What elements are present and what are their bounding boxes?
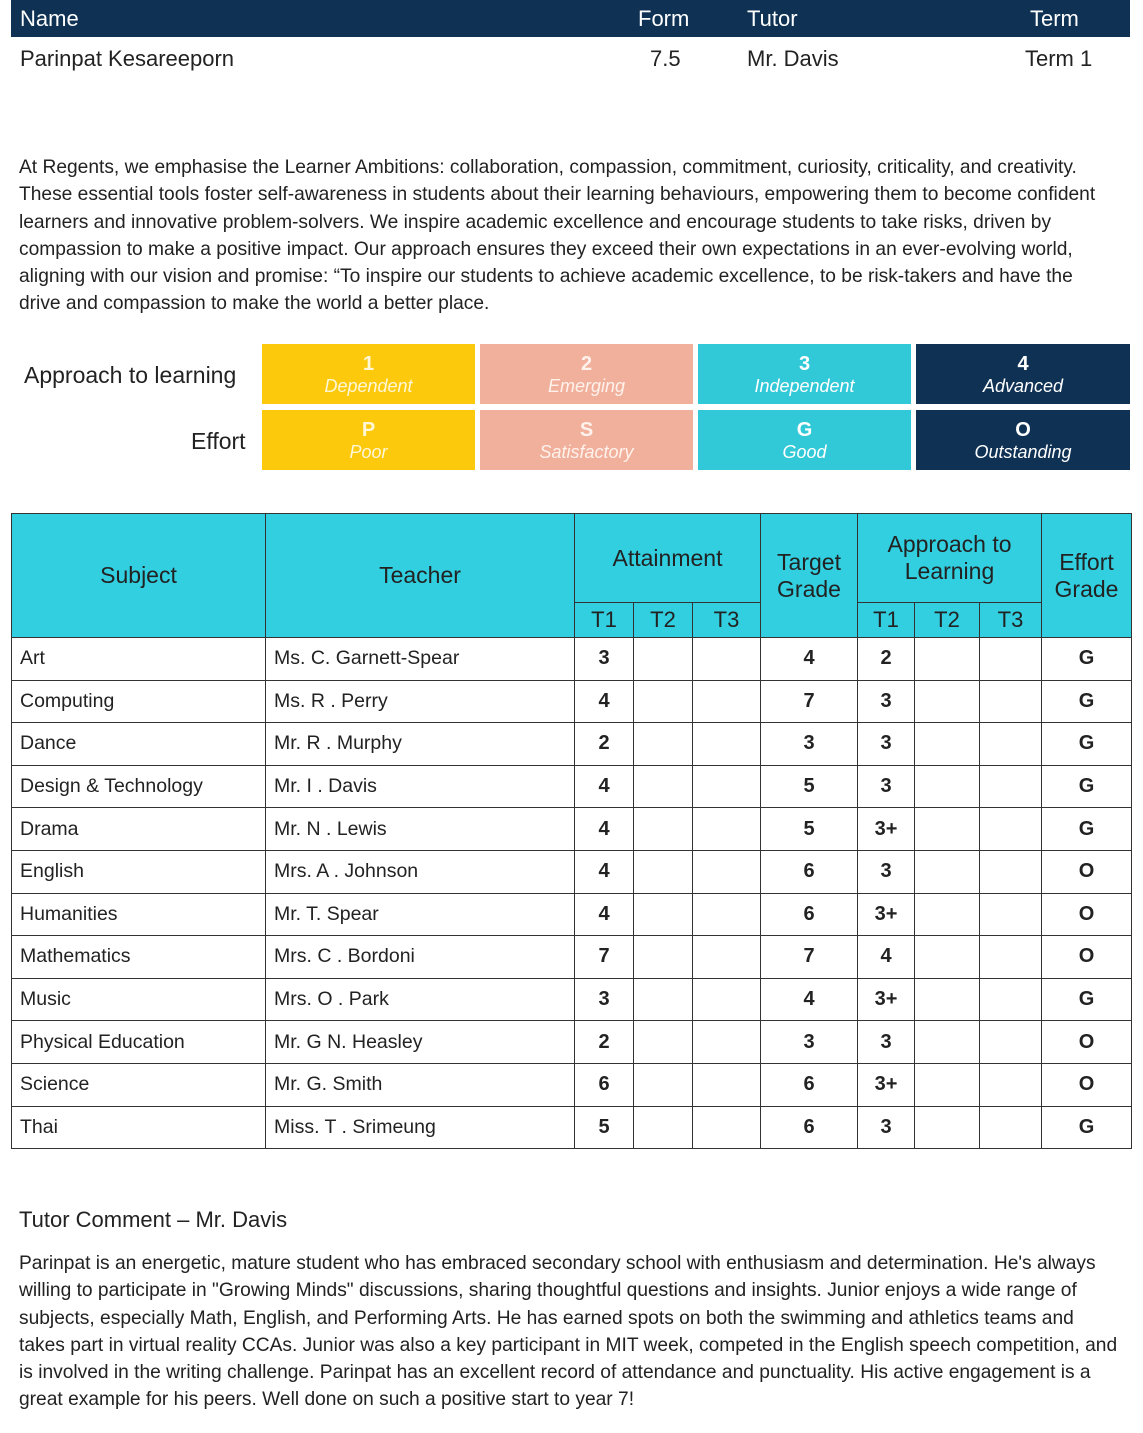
approach-t2-cell [915,808,980,851]
legend-code: O [1015,419,1031,441]
header-band [11,0,1130,37]
target-grade-cell: 6 [761,1106,858,1149]
target-grade-cell: 6 [761,1063,858,1106]
teacher-cell: Mr. G. Smith [266,1063,575,1106]
attainment-t3-cell [693,680,761,723]
subject-cell: Computing [12,680,266,723]
target-grade-cell: 4 [761,978,858,1021]
student-name: Parinpat Kesareeporn [20,46,235,71]
legend-effort-p [262,410,475,470]
subject-cell: Design & Technology [12,765,266,808]
approach-t1-cell: 3+ [858,893,915,936]
approach-t2-cell [915,936,980,979]
table-row [12,765,1132,808]
approach-t3-cell [980,808,1042,851]
attainment-t3-cell [693,978,761,1021]
atl-t2-header: T2 [915,603,980,638]
approach-t2-cell [915,680,980,723]
col-attainment: Attainment [575,514,761,603]
grades-table [11,513,1132,1149]
attainment-t2-cell [634,893,693,936]
effort-grade-cell: O [1042,893,1132,936]
approach-t2-cell [915,1021,980,1064]
approach-line1: Approach to [887,531,1012,557]
approach-line2: Learning [904,558,995,584]
table-row [12,978,1132,1021]
approach-t2-cell [915,1106,980,1149]
legend-text: Dependent [324,376,413,396]
attainment-t2-cell [634,765,693,808]
legend-text: Good [782,442,827,462]
teacher-cell: Mrs. A . Johnson [266,850,575,893]
legend-approach-3 [698,344,911,404]
approach-t3-cell [980,936,1042,979]
attainment-t3-cell [693,765,761,808]
teacher-cell: Mr. R . Murphy [266,723,575,766]
effort-grade-cell: G [1042,680,1132,723]
teacher-cell: Mrs. O . Park [266,978,575,1021]
legend-text: Independent [754,376,855,396]
table-row [12,808,1132,851]
atl-t1-header: T1 [858,603,915,638]
legend-effort-s [480,410,693,470]
approach-t2-cell [915,638,980,681]
approach-t3-cell [980,680,1042,723]
attainment-t1-cell: 4 [575,850,634,893]
legend-code: 3 [798,353,811,375]
target-grade-cell: 6 [761,850,858,893]
approach-t1-cell: 3 [858,1021,915,1064]
attainment-t1-cell: 4 [575,808,634,851]
attainment-t3-cell [693,1063,761,1106]
effort-grade-cell: O [1042,1063,1132,1106]
legend-approach-1 [262,344,475,404]
subject-cell: Mathematics [12,936,266,979]
attainment-t1-cell: 2 [575,1021,634,1064]
effort-line2: Grade [1054,575,1119,602]
attainment-t2-cell [634,850,693,893]
approach-t3-cell [980,1063,1042,1106]
attainment-t3-cell [693,638,761,681]
effort-grade-cell: G [1042,1106,1132,1149]
comment-text: Parinpat is an energetic, mature student who has embraced secondary school with enthusiasm and determination. He's always willing to participate in "Growing Minds" discussions, sharing thoughtful questions and insights. Junior enjoys a wide range of subjects, especially Math, English, and Performing Arts. He has earned spots on both the swimming and athletics teams and takes part in virtual reality CCAs. Junior was also a key participant in MIT week, competed in the English speech competition, and is involved in the writing challenge. Parinpat has an excellent record of attendance and punctuality. His active engagement is a great example for his peers. Well done on such a positive start to year 7! [19,1253,1118,1411]
approach-t2-cell [915,1063,980,1106]
teacher-cell: Mrs. C . Bordoni [266,936,575,979]
effort-grade-cell: G [1042,808,1132,851]
subject-cell: Science [12,1063,266,1106]
table-row [12,1021,1132,1064]
col-target-grade [761,514,858,638]
legend-code: G [796,419,813,441]
attainment-t3-cell [693,1106,761,1149]
table-row [12,638,1132,681]
approach-t3-cell [980,978,1042,1021]
attainment-t2-cell [634,1063,693,1106]
table-row [12,723,1132,766]
attainment-t3-cell [693,723,761,766]
target-grade-cell: 7 [761,680,858,723]
attainment-t2-cell [634,936,693,979]
attainment-t2-cell [634,723,693,766]
intro-paragraph: At Regents, we emphasise the Learner Ambitions: collaboration, compassion, commitment, curiosity, criticality, and creativity. These essential tools foster self-awareness in students about their learning behaviours, empowering them to become confident learners and innovative problem-solvers. We inspire academic excellence and encourage students to take risks, driven by compassion to make a positive impact. Our approach ensures they exceed their own expectations in an ever-evolving world, aligning with our vision and promise: “To inspire our students to achieve academic excellence, to be risk-takers and have the drive and compassion to make the world a better place. [19,157,1096,315]
attainment-t1-cell: 2 [575,723,634,766]
approach-t2-cell [915,850,980,893]
attainment-t1-cell: 6 [575,1063,634,1106]
comment-title: Tutor Comment – Mr. Davis [19,1207,288,1232]
attainment-t2-cell [634,808,693,851]
approach-t2-cell [915,723,980,766]
approach-t1-cell: 3+ [858,808,915,851]
legend-approach-4 [916,344,1130,404]
attainment-t2-cell [634,978,693,1021]
attainment-t1-cell: 3 [575,638,634,681]
approach-t3-cell [980,638,1042,681]
term-value: Term 1 [1025,46,1093,71]
legend-text: Advanced [982,376,1064,396]
approach-t3-cell [980,723,1042,766]
legend-text: Satisfactory [539,442,634,462]
header-label-form: Form [638,6,690,31]
legend-code: S [579,419,594,441]
approach-t1-cell: 3 [858,723,915,766]
legend-approach-label: Approach to learning [24,362,237,388]
subject-cell: Thai [12,1106,266,1149]
atl-t3-header: T3 [980,603,1042,638]
att-t1-header: T1 [575,603,634,638]
attainment-t3-cell [693,808,761,851]
approach-t1-cell: 2 [858,638,915,681]
attainment-t2-cell [634,638,693,681]
approach-t1-cell: 3 [858,680,915,723]
teacher-cell: Miss. T . Srimeung [266,1106,575,1149]
attainment-t3-cell [693,1021,761,1064]
attainment-t3-cell [693,893,761,936]
attainment-t1-cell: 4 [575,765,634,808]
subject-cell: Art [12,638,266,681]
header-label-name: Name [20,6,79,31]
legend-code: 2 [580,353,593,375]
teacher-cell: Mr. G N. Heasley [266,1021,575,1064]
approach-t3-cell [980,1021,1042,1064]
legend-text: Emerging [547,376,626,396]
target-grade-cell: 3 [761,1021,858,1064]
table-row [12,936,1132,979]
approach-t1-cell: 4 [858,936,915,979]
target-line2: Grade [777,575,841,602]
attainment-t1-cell: 5 [575,1106,634,1149]
tutor-value: Mr. Davis [747,46,839,71]
legend-effort-label: Effort [191,428,246,454]
approach-t3-cell [980,893,1042,936]
approach-t1-cell: 3+ [858,978,915,1021]
attainment-t1-cell: 4 [575,893,634,936]
approach-t2-cell [915,765,980,808]
approach-t3-cell [980,1106,1042,1149]
target-grade-cell: 5 [761,765,858,808]
attainment-t3-cell [693,850,761,893]
approach-t1-cell: 3 [858,850,915,893]
table-row [12,893,1132,936]
legend-code: P [361,419,376,441]
teacher-cell: Ms. C. Garnett-Spear [266,638,575,681]
target-grade-cell: 6 [761,893,858,936]
form-value: 7.5 [650,46,681,71]
legend-text: Poor [349,442,388,462]
attainment-t2-cell [634,1106,693,1149]
col-effort-grade [1042,514,1132,638]
target-grade-cell: 5 [761,808,858,851]
header-label-tutor: Tutor [747,6,798,31]
table-row [12,1106,1132,1149]
effort-grade-cell: O [1042,1021,1132,1064]
effort-grade-cell: G [1042,723,1132,766]
legend-effort-g [698,410,911,470]
approach-t3-cell [980,765,1042,808]
effort-line1: Effort [1059,548,1114,575]
attainment-t2-cell [634,680,693,723]
col-teacher: Teacher [266,514,575,638]
teacher-cell: Ms. R . Perry [266,680,575,723]
legend-code: 4 [1017,353,1029,375]
attainment-t1-cell: 3 [575,978,634,1021]
subject-cell: Dance [12,723,266,766]
approach-t1-cell: 3 [858,765,915,808]
effort-grade-cell: G [1042,638,1132,681]
att-t2-header: T2 [634,603,693,638]
effort-grade-cell: O [1042,936,1132,979]
subject-cell: Humanities [12,893,266,936]
approach-t2-cell [915,978,980,1021]
target-line1: Target [777,548,841,575]
approach-t2-cell [915,893,980,936]
subject-cell: Music [12,978,266,1021]
col-subject: Subject [12,514,266,638]
legend-text: Outstanding [974,442,1072,462]
target-grade-cell: 4 [761,638,858,681]
target-grade-cell: 7 [761,936,858,979]
subject-cell: Physical Education [12,1021,266,1064]
subject-cell: English [12,850,266,893]
attainment-t1-cell: 4 [575,680,634,723]
attainment-t1-cell: 7 [575,936,634,979]
approach-t1-cell: 3 [858,1106,915,1149]
col-approach [858,514,1042,603]
table-row [12,850,1132,893]
teacher-cell: Mr. I . Davis [266,765,575,808]
teacher-cell: Mr. T. Spear [266,893,575,936]
subject-cell: Drama [12,808,266,851]
att-t3-header: T3 [693,603,761,638]
legend-code: 1 [362,353,375,375]
target-grade-cell: 3 [761,723,858,766]
table-row [12,680,1132,723]
table-row [12,1063,1132,1106]
attainment-t2-cell [634,1021,693,1064]
teacher-cell: Mr. N . Lewis [266,808,575,851]
legend-approach-2 [480,344,693,404]
legend-effort-o [916,410,1130,470]
effort-grade-cell: G [1042,978,1132,1021]
approach-t3-cell [980,850,1042,893]
effort-grade-cell: G [1042,765,1132,808]
attainment-t3-cell [693,936,761,979]
approach-t1-cell: 3+ [858,1063,915,1106]
effort-grade-cell: O [1042,850,1132,893]
header-label-term: Term [1030,6,1079,31]
